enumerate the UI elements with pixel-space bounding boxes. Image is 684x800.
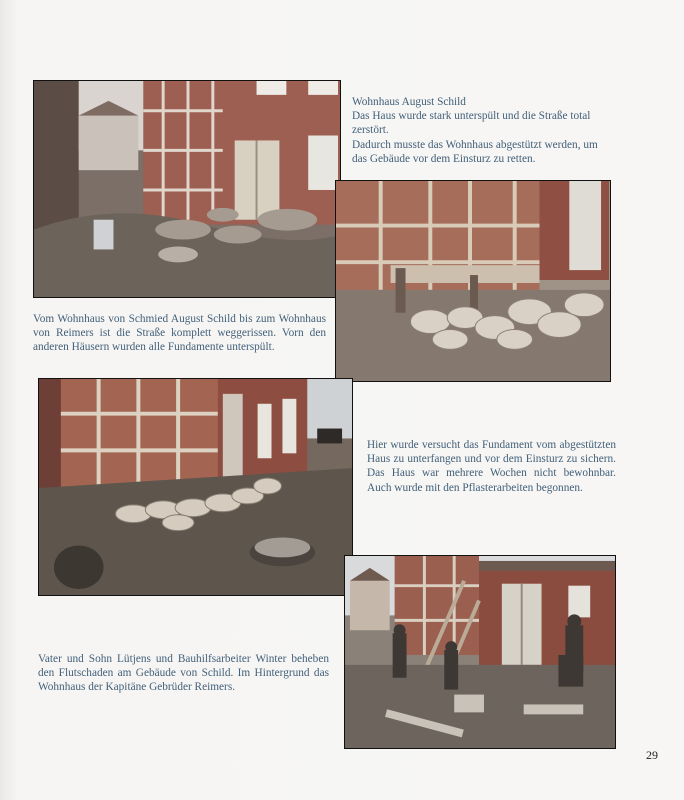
photo-workers (344, 555, 616, 749)
page-number: 29 (646, 748, 658, 762)
caption-left-lower: Vater und Sohn Lütjens und Bauhilfsarbeiter Winter beheben den Flutschaden am Gebäude von Schild. Im Hintergrund das Wohnhaus der Kapitäne Gebrüder Reimers. (38, 653, 329, 694)
photo-sandbags (38, 378, 353, 596)
photo-street-damage (33, 80, 341, 298)
caption-right-middle: Hier wurde versucht das Fundament vom abgestützten Haus zu unterfangen und vor dem Einsturz zu sichern. Das Haus war mehrere Wochen nicht bewohnbar. Auch wurde mit den Pflasterarbeiten begonnen. (367, 439, 616, 494)
caption-left-upper: Vom Wohnhaus von Schmied August Schild bis zum Wohnhaus von Reimers ist die Straße komplett weggerissen. Vorn den anderen Häusern wurden alle Fundamente unterspült. (33, 313, 326, 354)
caption-top-right: Wohnhaus August Schild Das Haus wurde stark unterspült und die Straße total zerstört. Dadurch musste das Wohnhaus abgestützt werden, um das Gebäude vor dem Einsturz zu retten. (352, 96, 598, 165)
photo-supported-house (335, 180, 611, 382)
